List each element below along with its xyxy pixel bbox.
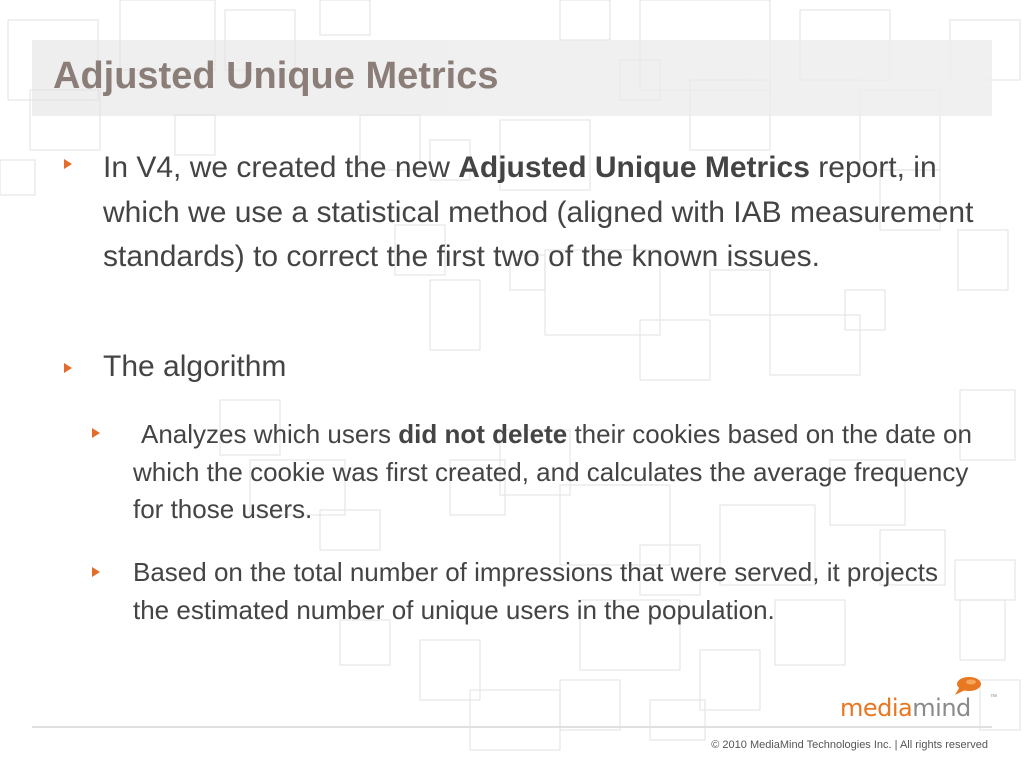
logo-media-text: media [840, 694, 913, 722]
bullet-1 [103, 146, 983, 280]
copyright-notice: © 2010 MediaMind Technologies Inc. | All rights reserved [711, 739, 988, 751]
bullet-1-text-bold: Adjusted Unique Metrics [458, 151, 810, 184]
sub-bullet-2: Based on the total number of impressions that were served, it projects the estimated number of unique users in the population. [133, 557, 938, 625]
sub-bullet-arrow-icon [92, 428, 100, 438]
slide-title: Adjusted Unique Metrics [53, 55, 499, 97]
bullet-2: The algorithm [103, 350, 287, 383]
bullet-arrow-icon [64, 159, 72, 169]
bullet-1-text-post: report, in which we use a statistical method (aligned with IAB measurement standards) to correct the first two of the known issues. [103, 151, 974, 273]
sub-bullet-1-text-post: their cookies based on the date on which the cookie was first created, and calculates the average frequency for those users. [133, 419, 972, 524]
logo-mind-text: mind [912, 694, 971, 722]
footer-divider [32, 726, 992, 728]
sub-bullet-1 [133, 416, 973, 529]
bullet-1-text-pre: In V4, we created the new [103, 151, 459, 184]
speech-bubble-icon [953, 676, 983, 696]
bullet-arrow-icon [64, 363, 72, 373]
mediamind-logo [840, 674, 1000, 724]
sub-bullet-1-text-bold: did not delete [398, 419, 568, 449]
sub-bullet-1-text-pre: Analyzes which users [141, 419, 399, 449]
sub-bullet-arrow-icon [92, 567, 100, 577]
logo-wordmark [840, 694, 971, 722]
logo-trademark: ™ [990, 694, 997, 701]
